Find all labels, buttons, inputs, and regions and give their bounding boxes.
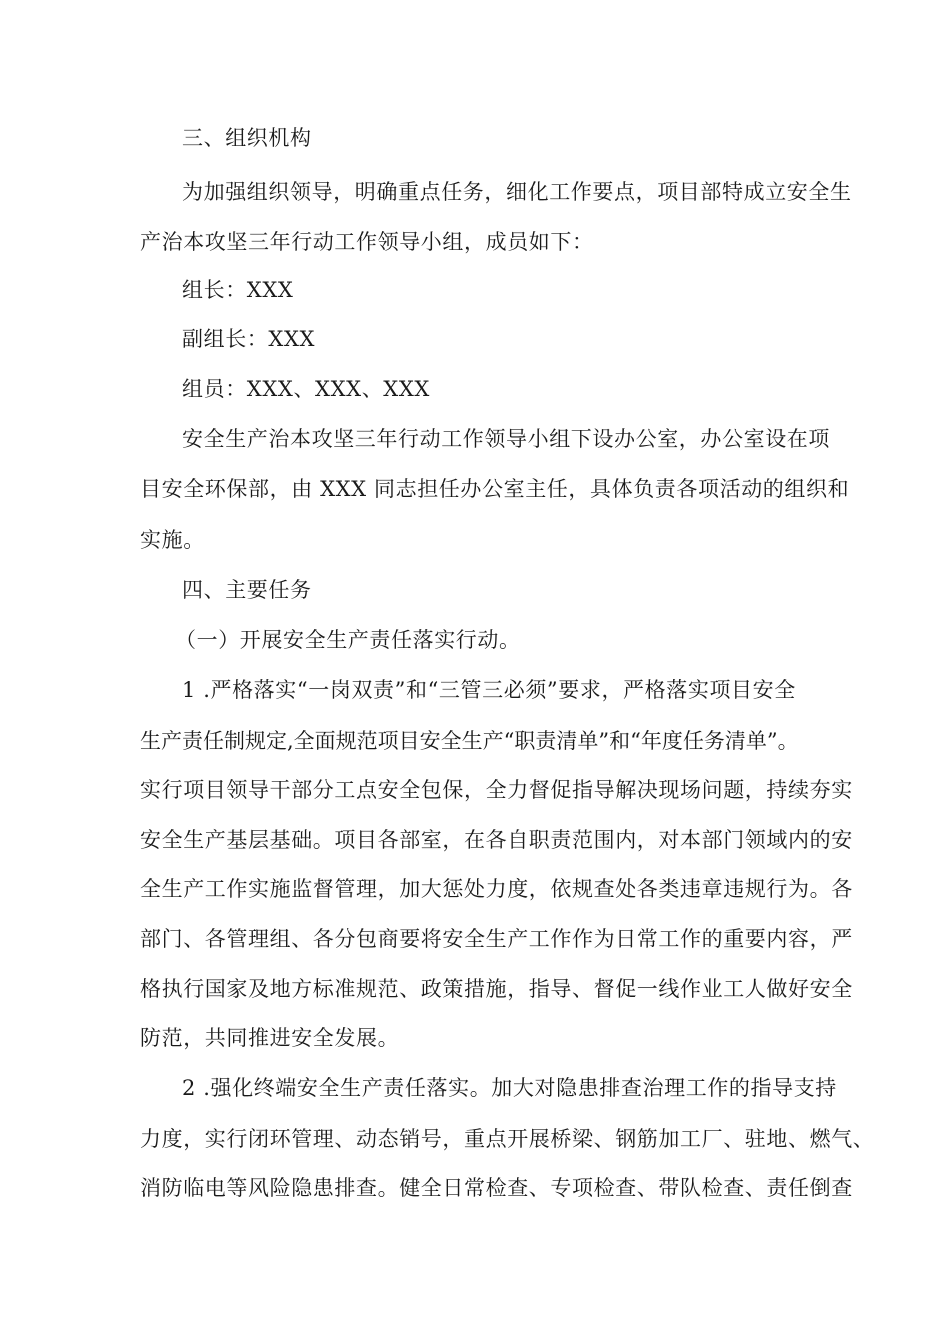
paragraph-line: 生产责任制规定,全面规范项目安全生产“职责清单”和“年度任务清单”。 bbox=[140, 729, 799, 753]
paragraph-line: 目安全环保部，由 XXX 同志担任办公室主任，具体负责各项活动的组织和 bbox=[140, 477, 850, 501]
paragraph-line: 实施。 bbox=[140, 528, 205, 552]
paragraph-line: 实行项目领导干部分工点安全包保，全力督促指导解决现场问题，持续夯实 bbox=[140, 778, 853, 802]
section-heading-main-tasks: 四、主要任务 bbox=[182, 578, 312, 602]
paragraph-line: 全生产工作实施监督管理，加大惩处力度，依规查处各类违章违规行为。各 bbox=[140, 877, 853, 901]
paragraph-line: 力度，实行闭环管理、动态销号，重点开展桥梁、钢筋加工厂、驻地、燃气、 bbox=[140, 1127, 875, 1151]
paragraph-line: 消防临电等风险隐患排查。健全日常检查、专项检查、带队检查、责任倒查 bbox=[140, 1176, 853, 1200]
paragraph-line: 安全生产治本攻坚三年行动工作领导小组下设办公室，办公室设在项 bbox=[182, 427, 830, 451]
paragraph-line: 安全生产基层基础。项目各部室，在各自职责范围内，对本部门领域内的安 bbox=[140, 828, 853, 852]
paragraph-line: 防范，共同推进安全发展。 bbox=[140, 1026, 400, 1050]
section-heading-organization: 三、组织机构 bbox=[182, 126, 312, 150]
paragraph-line: 格执行国家及地方标准规范、政策措施，指导、督促一线作业工人做好安全 bbox=[140, 977, 853, 1001]
deputy-leader-line: 副组长：XXX bbox=[182, 327, 316, 351]
paragraph-line: 产治本攻坚三年行动工作领导小组，成员如下： bbox=[140, 230, 594, 254]
paragraph-line: 1 .严格落实“一岗双责”和“三管三必须”要求，严格落实项目安全 bbox=[182, 678, 796, 702]
members-line: 组员：XXX、XXX、XXX bbox=[182, 377, 430, 401]
paragraph-line: 为加强组织领导，明确重点任务，细化工作要点，项目部特成立安全生 bbox=[182, 180, 852, 204]
leader-line: 组长：XXX bbox=[182, 278, 294, 302]
subsection-heading: （一）开展安全生产责任落实行动。 bbox=[175, 628, 521, 652]
paragraph-line: 部门、各管理组、各分包商要将安全生产工作作为日常工作的重要内容，严 bbox=[140, 927, 853, 951]
paragraph-line: 2 .强化终端安全生产责任落实。加大对隐患排查治理工作的指导支持 bbox=[182, 1076, 837, 1100]
